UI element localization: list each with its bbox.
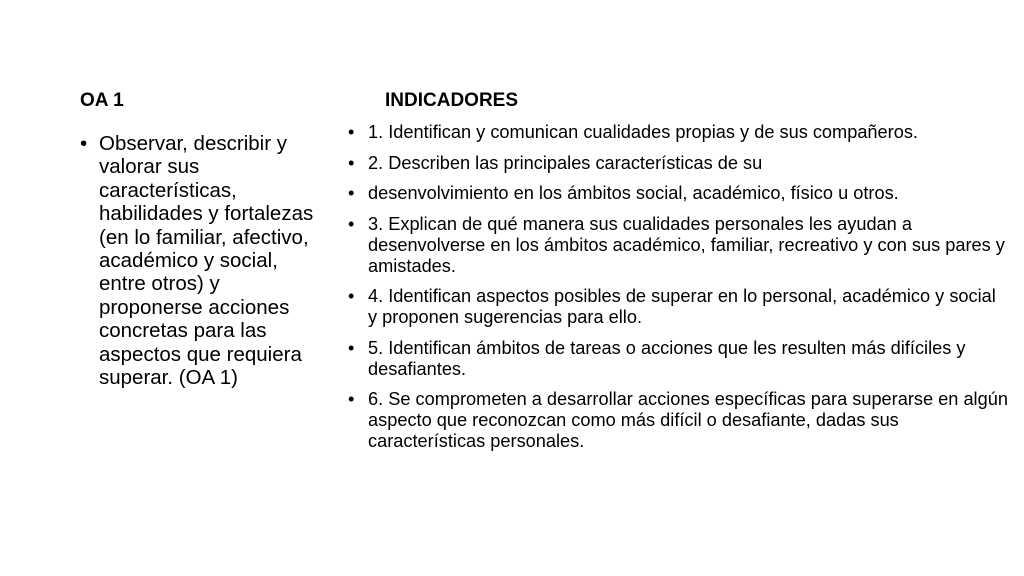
indicador-text: desenvolvimiento en los ámbitos social, académico, físico u otros. [368,183,899,203]
indicador-text: 6. Se comprometen a desarrollar acciones específicas para superarse en algún aspecto que reconozcan como más difícil o desafiante, dadas sus características personales. [368,389,1008,451]
bullet-icon: • [348,337,355,358]
bullet-icon: • [348,213,355,234]
indicadores-heading: INDICADORES [385,90,519,111]
oa-list-item [80,132,320,389]
bullet-icon: • [348,152,355,173]
indicador-item-1 [348,122,1008,143]
bullet-icon: • [348,389,355,409]
oa-list [80,132,320,389]
bullet-icon: • [348,122,355,142]
indicador-item-4 [348,214,1008,277]
indicador-text: 5. Identifican ámbitos de tareas o acciones que les resulten más difíciles y desafiantes. [368,337,966,379]
bullet-icon: • [80,132,88,155]
bullet-icon: • [348,183,355,203]
indicador-item-6 [348,338,1008,380]
bullet-icon: • [348,286,355,306]
indicador-text: 2. Describen las principales características de su [368,152,763,173]
indicador-item-5 [348,286,1008,328]
oa-heading: OA 1 [80,90,124,111]
indicador-item-7 [348,389,1008,452]
oa-column [80,90,320,389]
indicador-item-3 [348,183,1008,204]
indicador-text: 3. Explican de qué manera sus cualidades personales les ayudan a desenvolverse en los ámbitos académico, familiar, recreativo y con sus pares y amistades. [368,213,1005,276]
indicadores-column [348,90,1008,462]
indicador-text: 4. Identifican aspectos posibles de superar en lo personal, académico y social y proponen sugerencias para ello. [368,286,996,327]
indicadores-list [348,122,1008,452]
indicador-text: 1. Identifican y comunican cualidades propias y de sus compañeros. [368,122,918,142]
indicador-item-2 [348,153,1008,174]
oa-item-text: Observar, describir y valorar sus características, habilidades y fortalezas (en lo familiar, afectivo, académico y social, entre otros) y proponerse acciones concretas para las aspectos que requiera superar. (OA 1) [99,132,314,390]
